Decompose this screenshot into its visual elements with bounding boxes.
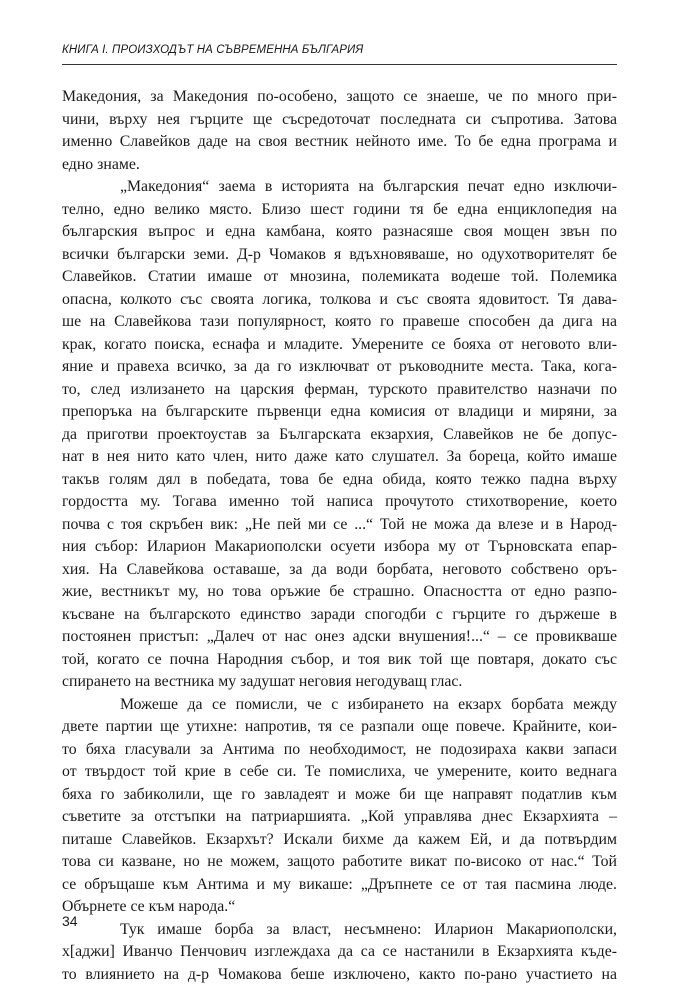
text-line: жие, вестникът му, но това оръжие бе страшно. Опасността от едно разпо-	[62, 583, 617, 600]
text-line: препоръка на българските първенци една комисия от владици и миряни, за	[62, 403, 617, 420]
text-line: питаше Славейков. Екзархът? Искали бихме да кажем Ей, и да потвърдим	[62, 830, 617, 848]
text-line: такъв голям дял в победата, това бе една обида, която тежко падна върху	[62, 470, 617, 488]
text-line: то, след излизането на царския ферман, турското правителство назначи по	[62, 380, 617, 398]
text-line: то влиянието на д-р Чомакова беше изключено, както по-рано участието на	[62, 965, 617, 983]
text-line: Македония, за Македония по-особено, защото се знаеше, че по много при-	[62, 88, 617, 105]
paragraph-4	[62, 919, 617, 987]
paragraph-1	[62, 86, 617, 176]
text-line: яние и правеха всичко, за да го изключват от ръководните места. Така, кога-	[62, 358, 617, 375]
text-line: то бяха гласували за Антима по необходимост, не подозираха какви запаси	[62, 740, 617, 758]
text-line: бяха го забиколили, ще го завладеят и може би ще направят податлив към	[62, 785, 617, 803]
text-line: българския въпрос и една камбана, която разнасяше своя мощен звън по	[62, 223, 617, 240]
text-line: това си казване, но не можем, защото работите викат по-високо от нас.“ Той	[62, 853, 617, 870]
text-line: чини, върху нея гърците ще съсредоточат последната си съпротива. Затова	[62, 110, 617, 128]
paragraph-2	[62, 176, 617, 694]
text-line: всички български земи. Д-р Чомаков я вдъхновяваше, но одухотворителят бе	[62, 245, 617, 263]
paragraph-3	[62, 694, 617, 919]
text-line: х[аджи] Иванчо Пенчович изглеждаха да са се настанили в Екзархията къде-	[62, 943, 617, 960]
text-line: постоянен пристъп: „Далеч от нас онез адски внушения!...“ – се провикваше	[62, 628, 617, 645]
text-line: нат в нея нито като член, нито даже като слушател. За бореца, който имаше	[62, 448, 617, 465]
text-line: той, когато се почна Народния събор, и тоя вик той ще повтаря, докато със	[62, 650, 617, 668]
text-line: от твърдост той крие в себе си. Те помислиха, че умерените, които веднага	[62, 763, 617, 780]
text-line: Обърнете се към народа.“	[62, 898, 236, 915]
text-line: Тук имаше борба за власт, несъмнено: Иларион Макариополски,	[120, 920, 617, 938]
text-line: гордостта му. Тогава именно той написа прочутото стихотворение, което	[62, 493, 617, 510]
text-line: „Македония“ заема в историята на българския печат едно изключи-	[120, 178, 617, 195]
text-line: ше на Славейкова тази популярност, която го правеше способен да дига на	[62, 313, 617, 330]
text-line: почва с тоя скръбен вик: „Не пей ми се ...“ Той не можа да влезе и в Народ-	[62, 515, 617, 533]
text-line: късване на българското единство заради спогодби с гърците го държеше в	[62, 605, 617, 623]
text-line: спирането на вестника му задушат неговия негодуващ глас.	[62, 673, 463, 690]
text-line: съветите за отстъпки на патриаршията. „Кой управлява днес Екзархията –	[62, 808, 617, 825]
text-line: Славейков. Статии имаше от мнозина, полемиката водеше той. Полемика	[62, 268, 617, 285]
text-line: опасна, колкото със своята логика, толкова и със своята ядовитост. Тя дава-	[62, 290, 617, 308]
text-line: ния събор: Иларион Макариополски осуети избора му от Търновската епар-	[62, 538, 617, 555]
text-line: крак, когато поиска, еснафа и младите. Умерените се бояха от неговото вли-	[62, 335, 617, 353]
header-rule	[62, 64, 617, 65]
text-line: телно, едно велико място. Близо шест години тя бе една енциклопедия на	[62, 200, 617, 218]
text-line: се обръщаше към Антима и му викаше: „Дръпнете се от тая пасмина люде.	[62, 875, 617, 893]
body-text	[62, 86, 617, 986]
text-line: именно Славейков даде на своя вестник нейното име. То бе една програма и	[62, 133, 617, 150]
text-line: двете партии ще утихне: напротив, тя се разпали още повече. Крайните, кои-	[62, 718, 617, 735]
text-line: едно знаме.	[62, 155, 140, 173]
running-head: КНИГА I. ПРОИЗХОДЪТ НА СЪВРЕМЕННА БЪЛГАРИЯ	[62, 44, 364, 56]
text-line: да приготви проектоустав за Българската екзархия, Славейков не бе допус-	[62, 425, 617, 443]
text-line: Можеше да се помисли, че с избирането на екзарх борбата между	[120, 695, 617, 713]
page-number: 34	[62, 913, 78, 929]
text-line: хия. На Славейкова оставаше, за да води борбата, неговото собствено оръ-	[62, 560, 617, 578]
